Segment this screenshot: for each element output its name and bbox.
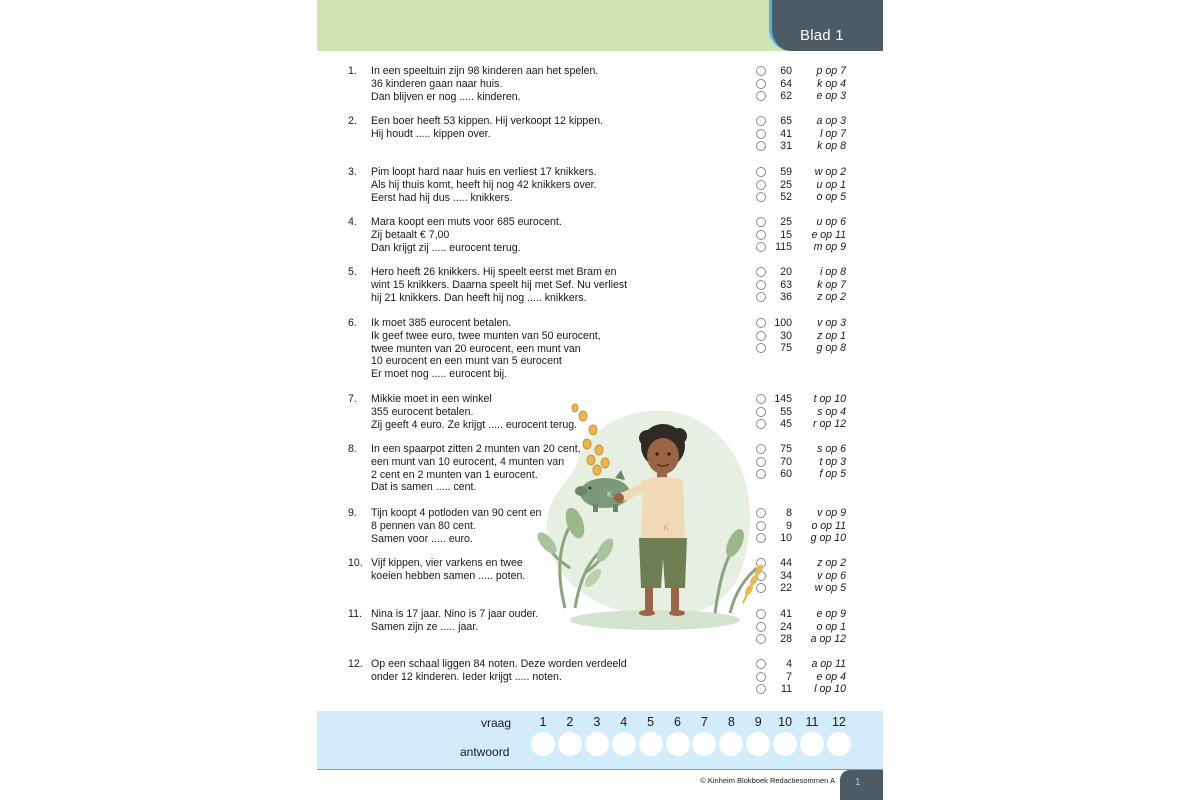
option-code: e op 11 <box>811 228 846 241</box>
question-12 <box>317 658 883 718</box>
answer-option <box>317 291 883 304</box>
option-code: o op 5 <box>816 191 846 204</box>
vraag-number: 8 <box>727 715 735 729</box>
option-code: w op 5 <box>814 582 846 595</box>
question-line: Op een schaal liggen 84 noten. Deze worden verdeeld <box>371 658 627 670</box>
option-value: 24 <box>780 620 792 633</box>
worksheet-page <box>317 0 883 800</box>
option-code: k op 4 <box>817 77 846 90</box>
option-value: 9 <box>786 519 792 532</box>
answer-circle-12[interactable] <box>827 732 851 756</box>
option-radio[interactable] <box>756 343 766 353</box>
question-line: 2 cent en 2 munten van 1 eurocent. <box>371 468 538 481</box>
option-value: 30 <box>780 329 792 342</box>
question-line: Zij geeft 4 euro. Ze krijgt ..... eurocent terug. <box>371 418 578 431</box>
question-line: Samen zijn ze ..... jaar. <box>371 620 479 633</box>
option-code: e op 4 <box>816 670 846 683</box>
option-value: 11 <box>781 683 792 696</box>
option-radio[interactable] <box>756 242 766 252</box>
option-value: 60 <box>780 468 792 481</box>
answer-option <box>317 140 883 153</box>
vraag-number: 9 <box>754 715 762 729</box>
answer-option <box>317 65 883 78</box>
option-radio[interactable] <box>756 659 766 669</box>
option-value: 8 <box>786 507 792 519</box>
answer-option <box>317 179 883 192</box>
question-line: onder 12 kinderen. Ieder krijgt ..... noten. <box>371 670 562 683</box>
question-line: Tijn koopt 4 potloden van 90 cent en <box>371 507 542 519</box>
option-value: 63 <box>780 278 792 291</box>
answer-circle-5[interactable] <box>639 732 663 756</box>
option-code: u op 6 <box>816 216 846 228</box>
option-radio[interactable] <box>756 318 766 328</box>
answer-circle-2[interactable] <box>558 732 582 756</box>
option-radio[interactable] <box>756 192 766 202</box>
answer-circle-1[interactable] <box>531 732 555 756</box>
question-number: 5. <box>348 266 357 278</box>
answer-option <box>317 330 883 343</box>
option-value: 22 <box>780 582 792 595</box>
option-code: t op 10 <box>813 393 846 405</box>
option-code: o op 1 <box>816 620 846 633</box>
option-code: z op 2 <box>817 557 846 569</box>
option-code: k op 7 <box>817 278 846 291</box>
question-number: 1. <box>348 65 357 77</box>
option-code: s op 6 <box>817 443 846 455</box>
question-line: 36 kinderen gaan naar huis. <box>371 77 503 90</box>
vraag-number: 6 <box>674 715 681 729</box>
option-code: i op 8 <box>820 266 846 278</box>
question-line: hij 21 knikkers. Dan heeft hij nog ..... knikkers. <box>371 291 587 304</box>
question-number: 9. <box>348 507 357 519</box>
option-value: 4 <box>786 658 792 670</box>
question-number: 12. <box>348 658 363 670</box>
answer-option <box>317 216 883 229</box>
option-value: 25 <box>780 178 792 191</box>
question-line: Ik geef twee euro, twee munten van 50 eurocent, <box>371 329 601 342</box>
option-code: k op 8 <box>817 140 846 153</box>
option-code: e op 9 <box>816 608 846 620</box>
answer-option <box>317 166 883 179</box>
option-value: 115 <box>775 241 792 254</box>
question-line: Een boer heeft 53 kippen. Hij verkoopt 12 kippen. <box>371 115 604 127</box>
question-line: Dat is samen ..... cent. <box>371 481 477 494</box>
option-code: o op 11 <box>811 519 846 532</box>
answer-option <box>317 342 883 355</box>
question-line: Nina is 17 jaar. Nino is 7 jaar ouder. <box>371 608 539 620</box>
question-line: Dan blijven er nog ..... kinderen. <box>371 90 521 103</box>
option-radio[interactable] <box>756 141 766 151</box>
option-code: l op 7 <box>820 127 846 140</box>
question-number: 11. <box>348 608 362 620</box>
question-line: een munt van 10 eurocent, 4 munten van <box>371 455 565 468</box>
option-value: 62 <box>780 90 792 103</box>
option-value: 34 <box>780 569 792 582</box>
vraag-number: 5 <box>647 715 655 729</box>
option-value: 52 <box>780 191 792 204</box>
option-value: 100 <box>774 317 792 329</box>
option-code: a op 12 <box>810 633 846 646</box>
option-value: 41 <box>780 608 792 620</box>
option-value: 7 <box>786 670 792 683</box>
option-code: v op 6 <box>817 569 846 582</box>
question-6 <box>317 317 883 381</box>
option-radio[interactable] <box>756 280 766 290</box>
option-value: 41 <box>780 127 792 140</box>
option-code: a op 3 <box>816 115 846 127</box>
option-value: 64 <box>780 77 792 90</box>
question-line: Hij houdt ..... kippen over. <box>371 127 491 140</box>
option-code: v op 9 <box>817 507 846 519</box>
option-code: t op 3 <box>819 455 846 468</box>
answer-option <box>317 241 883 254</box>
answer-circle-4[interactable] <box>612 732 636 756</box>
answer-option <box>317 266 883 279</box>
answer-option <box>317 683 883 696</box>
option-code: g op 8 <box>816 342 846 355</box>
piggy-bank-letter: K <box>607 490 613 499</box>
option-code: m op 9 <box>813 241 846 254</box>
option-code: z op 1 <box>817 329 846 342</box>
illustration-boy-with-piggy-bank <box>535 398 765 638</box>
vraag-number: 3 <box>593 715 601 729</box>
option-radio[interactable] <box>756 217 766 227</box>
option-code: r op 12 <box>813 418 846 431</box>
page-number: 1 <box>855 777 861 788</box>
option-value: 25 <box>780 216 792 228</box>
answer-circle-6[interactable] <box>666 732 690 756</box>
option-code: g op 10 <box>810 532 846 545</box>
option-value: 55 <box>780 405 792 418</box>
question-line: Dan krijgt zij ..... eurocent terug. <box>371 241 521 254</box>
answer-option <box>317 229 883 242</box>
answer-option <box>317 279 883 292</box>
vraag-label: vraag <box>481 716 512 730</box>
answer-circle-9[interactable] <box>746 732 770 756</box>
option-value: 145 <box>774 393 792 405</box>
vraag-number: 12 <box>831 715 846 729</box>
option-radio[interactable] <box>756 66 766 76</box>
question-line: Hero heeft 26 knikkers. Hij speelt eerst met Bram en <box>371 266 617 278</box>
option-value: 36 <box>780 291 792 304</box>
option-value: 44 <box>780 557 792 569</box>
answer-option <box>317 128 883 141</box>
option-code: s op 4 <box>817 405 846 418</box>
question-line: twee munten van 20 eurocent, een munt van <box>371 342 581 355</box>
question-line: Zij betaalt € 7,00 <box>371 228 450 241</box>
option-value: 75 <box>780 342 792 355</box>
option-radio[interactable] <box>756 79 766 89</box>
answer-band-border <box>317 769 883 770</box>
option-value: 10 <box>780 532 792 545</box>
question-line: koeien hebben samen ..... poten. <box>371 569 526 582</box>
answer-circle-3[interactable] <box>585 732 609 756</box>
option-value: 59 <box>780 166 792 178</box>
option-value: 28 <box>780 633 792 646</box>
question-number: 2. <box>348 115 357 127</box>
option-value: 70 <box>780 455 792 468</box>
question-number: 8. <box>348 443 357 455</box>
question-line: Als hij thuis komt, heeft hij nog 42 knikkers over. <box>371 178 597 191</box>
question-line: In een speeltuin zijn 98 kinderen aan het spelen. <box>371 65 599 77</box>
option-value: 31 <box>780 140 792 153</box>
option-value: 65 <box>780 115 792 127</box>
vraag-number: 11 <box>805 715 819 729</box>
sheet-label: Blad 1 <box>800 27 844 44</box>
option-code: w op 2 <box>814 166 846 178</box>
option-radio[interactable] <box>756 91 766 101</box>
question-line: Mara koopt een muts voor 685 eurocent. <box>371 216 562 228</box>
option-code: f op 5 <box>819 468 846 481</box>
question-line: In een spaarpot zitten 2 munten van 20 cent, <box>371 443 581 455</box>
option-value: 60 <box>780 65 792 77</box>
question-number: 7. <box>348 393 357 405</box>
option-radio[interactable] <box>756 672 766 682</box>
footer-copyright: © Kinheim Blokboek Redactiesommen A <box>700 776 835 785</box>
answer-option <box>317 317 883 330</box>
answer-option <box>317 78 883 91</box>
option-radio[interactable] <box>756 129 766 139</box>
option-code: u op 1 <box>816 178 846 191</box>
question-line: 355 eurocent betalen. <box>371 405 474 418</box>
answer-option <box>317 658 883 671</box>
option-radio[interactable] <box>756 267 766 277</box>
question-line: 10 eurocent en een munt van 5 eurocent <box>371 355 562 368</box>
option-value: 20 <box>780 266 792 278</box>
option-code: a op 11 <box>811 658 846 670</box>
antwoord-label: antwoord <box>460 745 510 759</box>
question-line: Ik moet 385 eurocent betalen. <box>371 317 512 329</box>
option-value: 75 <box>780 443 792 455</box>
vraag-number: 7 <box>700 715 708 729</box>
vraag-number: 10 <box>778 715 793 729</box>
question-line: Er moet nog ..... eurocent bij. <box>371 368 508 381</box>
answer-option <box>317 90 883 103</box>
answer-option <box>317 671 883 684</box>
answer-option <box>317 191 883 204</box>
option-code: v op 3 <box>817 317 846 329</box>
answer-circle-11[interactable] <box>800 732 824 756</box>
page-number-tab <box>840 770 883 800</box>
option-radio[interactable] <box>756 331 766 341</box>
vraag-number: 2 <box>566 715 574 729</box>
question-line: Samen voor ..... euro. <box>371 532 473 545</box>
vraag-number: 1 <box>539 715 547 729</box>
option-radio[interactable] <box>756 167 766 177</box>
question-number: 4. <box>348 216 357 228</box>
question-number: 6. <box>348 317 357 329</box>
option-value: 15 <box>780 228 792 241</box>
shirt-letter: K <box>663 523 670 534</box>
vraag-number: 4 <box>620 715 628 729</box>
option-value: 45 <box>780 418 792 431</box>
option-radio[interactable] <box>756 292 766 302</box>
answer-circle-10[interactable] <box>773 732 797 756</box>
answer-option <box>317 115 883 128</box>
option-code: e op 3 <box>816 90 846 103</box>
option-code: p op 7 <box>816 65 846 77</box>
question-line: wint 15 knikkers. Daarna speelt hij met Sef. Nu verliest <box>371 278 628 291</box>
question-number: 3. <box>348 166 357 178</box>
option-code: z op 2 <box>817 291 846 304</box>
question-number: 10. <box>348 557 363 569</box>
question-line: Pim loopt hard naar huis en verliest 17 knikkers. <box>371 166 597 178</box>
question-line: Eerst had hij dus ..... knikkers. <box>371 191 513 204</box>
option-radio[interactable] <box>756 180 766 190</box>
option-code: l op 10 <box>814 683 846 696</box>
option-radio[interactable] <box>756 684 766 694</box>
question-line: Vijf kippen, vier varkens en twee <box>371 557 523 569</box>
option-radio[interactable] <box>756 230 766 240</box>
question-line: 8 pennen van 80 cent. <box>371 519 476 532</box>
option-radio[interactable] <box>756 116 766 126</box>
question-line: Mikkie moet in een winkel <box>371 393 492 405</box>
